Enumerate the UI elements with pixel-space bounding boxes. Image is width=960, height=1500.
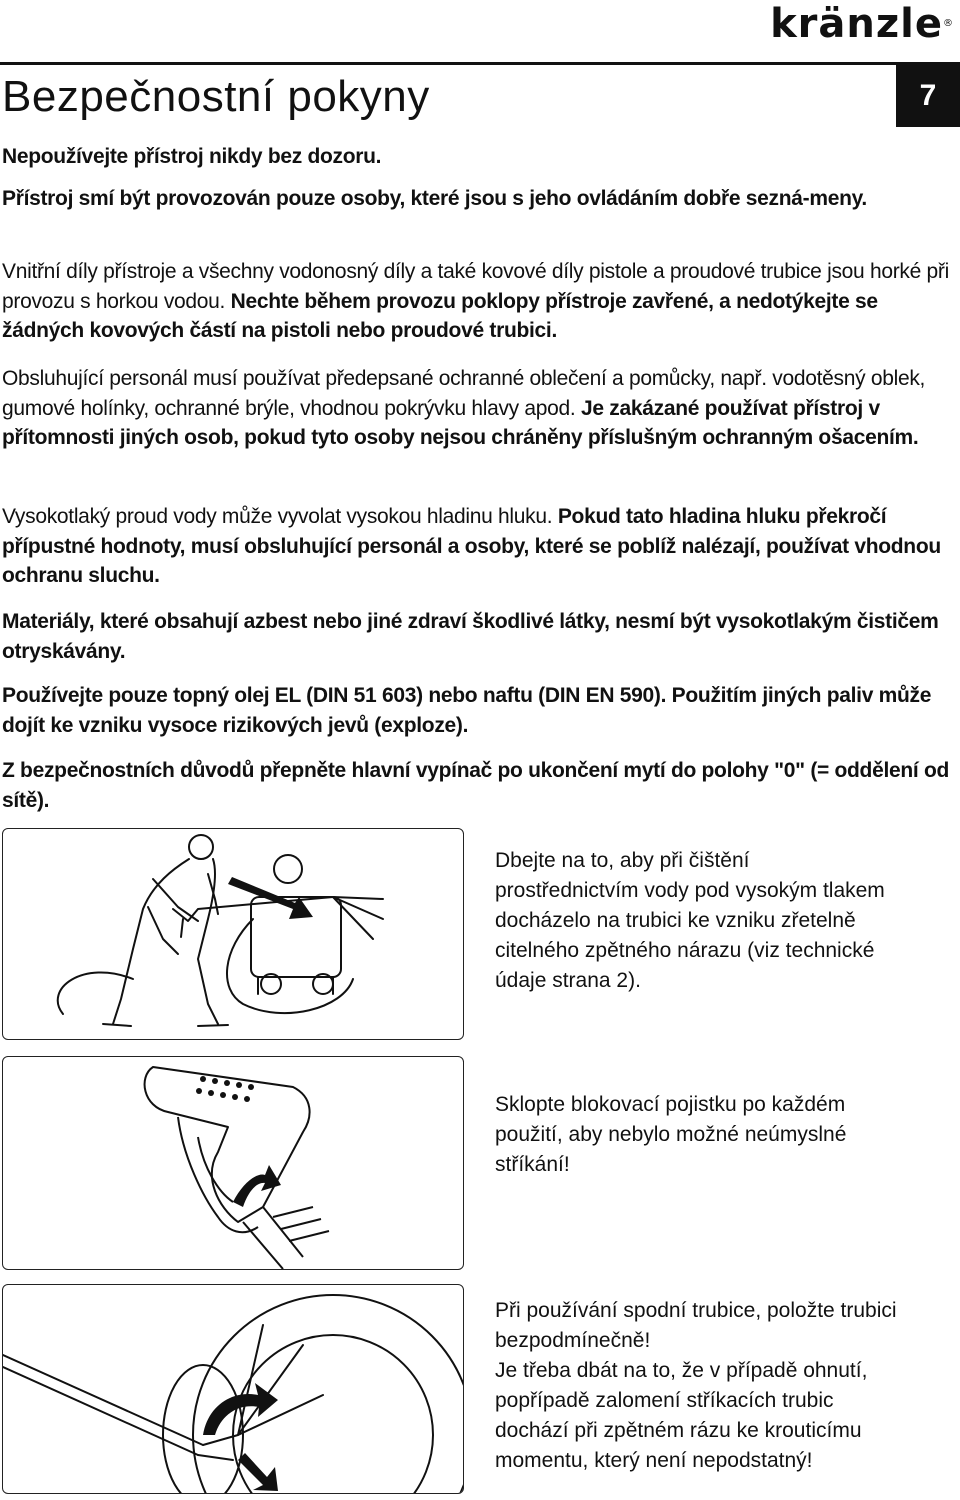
registered-mark: ® (943, 18, 954, 29)
paragraph-1 (2, 142, 952, 172)
paragraph-5-bold: Pokud tato hladina hluku překročí přípustné hodnoty, musí obsluhující personál a osoby, které se poblíž nalézají, používat vhodnou ochranu sluchu. (2, 505, 941, 587)
paragraph-4-normal: Obsluhující personál musí používat předepsané ochranné oblečení a pomůcky, např. vodotěsný oblek, gumové holínky, ochranné brýle, vhodnou pokrývku hlavy apod. (2, 367, 926, 420)
figure-operator-panel (2, 828, 464, 1040)
paragraph-2 (2, 184, 952, 214)
figure-2-caption: Sklopte blokovací pojistku po každém použití, aby nebylo možné neúmyslné stříkání! (495, 1093, 847, 1176)
page-title: Bezpečnostní pokyny (2, 72, 430, 121)
paragraph-5-normal: Vysokotlaký proud vody může vyvolat vysokou hladinu hluku. (2, 505, 558, 528)
paragraph-7-text: Používejte pouze topný olej EL (DIN 51 603) nebo naftu (DIN EN 590). Použitím jiných paliv může dojít ke vzniku vysoce rizikových jevů (exploze). (2, 684, 932, 737)
paragraph-1-text: Nepoužívejte přístroj nikdy bez dozoru. (2, 145, 382, 168)
header-rule (0, 62, 960, 65)
page-number-tab (896, 65, 960, 127)
paragraph-3-bold: Nechte během provozu poklopy přístroje zavřené, a nedotýkejte se žádných kovových částí na pistoli nebo proudové trubici. (2, 289, 878, 342)
lance-wheel-illustration (3, 1285, 463, 1493)
paragraph-7 (2, 681, 952, 740)
figure-gun-panel (2, 1056, 464, 1270)
trigger-gun-illustration (3, 1057, 463, 1269)
brand-logo-text: kränzle (770, 1, 943, 47)
paragraph-4 (2, 364, 952, 453)
paragraph-8 (2, 756, 952, 815)
paragraph-6 (2, 607, 952, 666)
paragraph-5 (2, 502, 952, 591)
paragraph-6-text: Materiály, které obsahují azbest nebo jiné zdraví škodlivé látky, nesmí být vysokotlakým čističem otryskávány. (2, 610, 939, 663)
figure-3-caption: Při používání spodní trubice, položte trubici bezpodmínečně! Je třeba dbát na to, že v případě ohnutí, popřípadě zalomení stříkacích trubic dochází při zpětném rázu ke krouticímu momentu, který není nepodstatný! (495, 1299, 897, 1472)
paragraph-3-normal: Vnitřní díly přístroje a všechny vodonosný díly a také kovové díly pistole a proudové trubice jsou horké při provozu s horkou vodou. (2, 260, 949, 313)
operator-illustration (3, 829, 463, 1039)
figure-lance-panel (2, 1284, 464, 1494)
figure-1-caption: Dbejte na to, aby při čištění prostřednictvím vody pod vysokým tlakem docházelo na trubici ke vzniku zřetelně citelného zpětného nárazu (viz technické údaje strana 2). (495, 849, 885, 992)
brand-logo (770, 2, 954, 46)
paragraph-3 (2, 257, 952, 346)
paragraph-4-bold: Je zakázané používat přístroj v přítomnosti jiných osob, pokud tyto osoby nejsou chráněny příslušným ochranným ošacením. (2, 396, 919, 449)
paragraph-8-text: Z bezpečnostních důvodů přepněte hlavní vypínač po ukončení mytí do polohy "0" (= oddělení od sítě). (2, 759, 950, 812)
paragraph-2-text: Přístroj smí být provozován pouze osoby, které jsou s jeho ovládáním dobře sezná-meny. (2, 187, 867, 210)
page-number: 7 (919, 79, 937, 112)
